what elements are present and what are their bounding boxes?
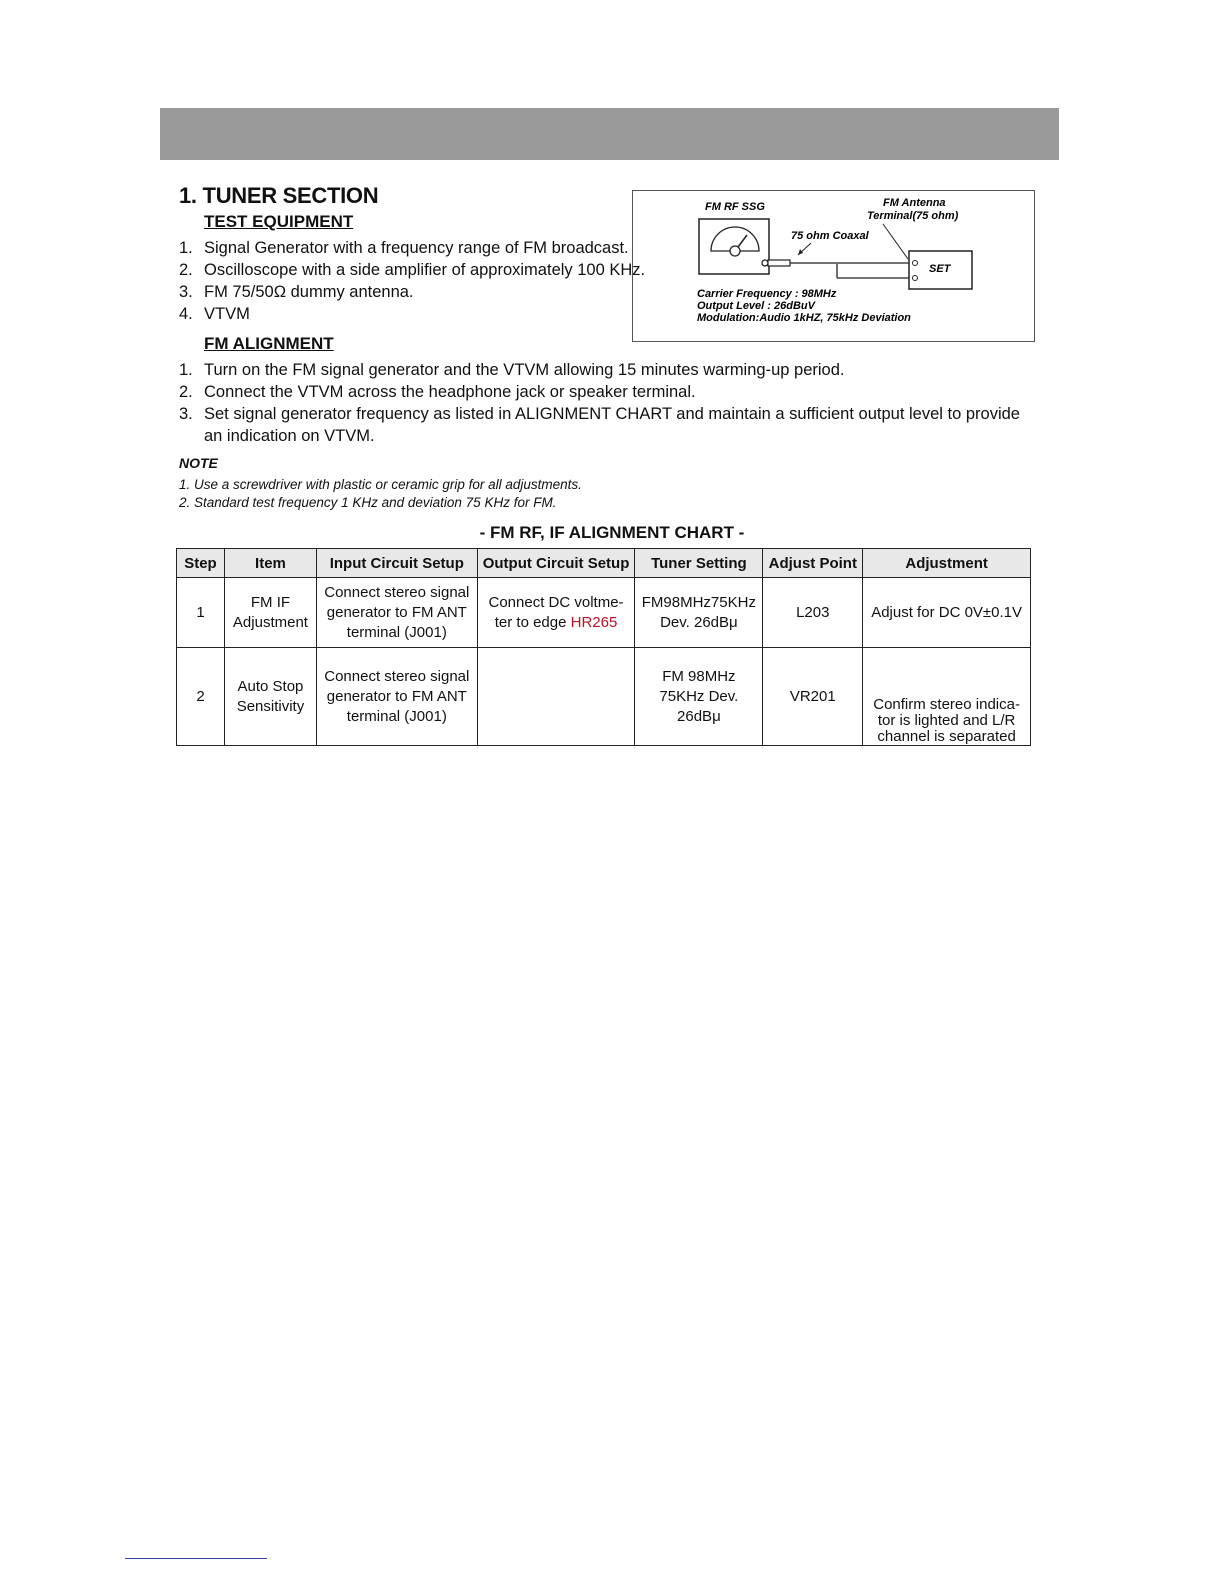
column-header: Input Circuit Setup xyxy=(316,549,477,578)
chart-title: - FM RF, IF ALIGNMENT CHART - xyxy=(479,523,745,542)
output-cell xyxy=(477,648,635,746)
header-bar xyxy=(160,108,1059,160)
adjust-point-cell: VR201 xyxy=(763,648,863,746)
input-cell: Connect stereo signal generator to FM ANT terminal (J001) xyxy=(316,648,477,746)
column-header: Tuner Setting xyxy=(635,549,763,578)
column-header: Adjust Point xyxy=(763,549,863,578)
column-header: Adjustment xyxy=(863,549,1031,578)
adjust-point-cell: L203 xyxy=(763,578,863,648)
fm-alignment-list xyxy=(179,359,1039,447)
table-row xyxy=(177,648,1031,746)
list-item: 3. FM 75/50Ω dummy antenna. xyxy=(179,283,414,301)
table-row xyxy=(177,578,1031,648)
column-header: Output Circuit Setup xyxy=(477,549,635,578)
tuner-cell: FM 98MHz 75KHz Dev. 26dBμ xyxy=(635,648,763,746)
hr265-label: HR265 xyxy=(570,613,618,631)
adjustment-cell: Adjust for DC 0V±0.1V xyxy=(863,578,1031,648)
test-equipment-heading: TEST EQUIPMENT xyxy=(204,212,354,231)
list-item: 3. Set signal generator frequency as listed in ALIGNMENT CHART and maintain a sufficient output level to provide an indication on VTVM. xyxy=(179,405,1020,445)
footer-rule xyxy=(125,1558,267,1559)
output-level: Output Level : 26dBuV xyxy=(697,300,815,312)
tuner-cell: FM98MHz75KHz Dev. 26dBμ xyxy=(635,578,763,648)
note-item: 2. Standard test frequency 1 KHz and deviation 75 KHz for FM. xyxy=(179,495,557,510)
test-equipment-list xyxy=(179,237,645,325)
step-cell: 1 xyxy=(177,578,225,648)
list-item: 2. Oscilloscope with a side amplifier of approximately 100 KHz. xyxy=(179,261,646,279)
column-header: Item xyxy=(224,549,316,578)
item-cell: FM IF Adjustment xyxy=(224,578,316,648)
modulation: Modulation:Audio 1kHZ, 75kHz Deviation xyxy=(697,312,911,324)
coaxal-label: 75 ohm Coaxal xyxy=(791,230,869,242)
output-jack-icon xyxy=(762,260,768,266)
list-item: 1. Turn on the FM signal generator and the VTVM allowing 15 minutes warming-up period. xyxy=(179,361,845,379)
adjustment-cell: Confirm stereo indica- tor is lighted and L/R channel is separated xyxy=(863,648,1031,746)
antenna-terminal-label: Terminal(75 ohm) xyxy=(867,210,959,222)
generator-label: FM RF SSG xyxy=(705,201,765,213)
coax-connector-icon xyxy=(768,260,790,266)
set-label: SET xyxy=(929,263,951,275)
list-item: 2. Connect the VTVM across the headphone jack or speaker terminal. xyxy=(179,383,696,401)
output-cell: Connect DC voltme- ter to edge HR265 xyxy=(477,578,635,648)
carrier-frequency: Carrier Frequency : 98MHz xyxy=(697,288,837,300)
note-title: NOTE xyxy=(179,455,218,471)
item-cell: Auto Stop Sensitivity xyxy=(224,648,316,746)
section-title: 1. TUNER SECTION xyxy=(179,183,379,208)
note-item: 1. Use a screwdriver with plastic or ceramic grip for all adjustments. xyxy=(179,477,582,492)
step-cell: 2 xyxy=(177,648,225,746)
antenna-label: FM Antenna xyxy=(883,197,946,209)
input-cell: Connect stereo signal generator to FM ANT terminal (J001) xyxy=(316,578,477,648)
note-list xyxy=(179,476,582,512)
test-setup-diagram xyxy=(632,190,1035,342)
column-header: Step xyxy=(177,549,225,578)
fm-alignment-heading: FM ALIGNMENT xyxy=(204,334,334,353)
list-item: 1. Signal Generator with a frequency range of FM broadcast. xyxy=(179,239,629,257)
table-header-row xyxy=(177,549,1031,578)
list-item: 4. VTVM xyxy=(179,305,250,323)
alignment-chart-table xyxy=(176,548,1031,746)
